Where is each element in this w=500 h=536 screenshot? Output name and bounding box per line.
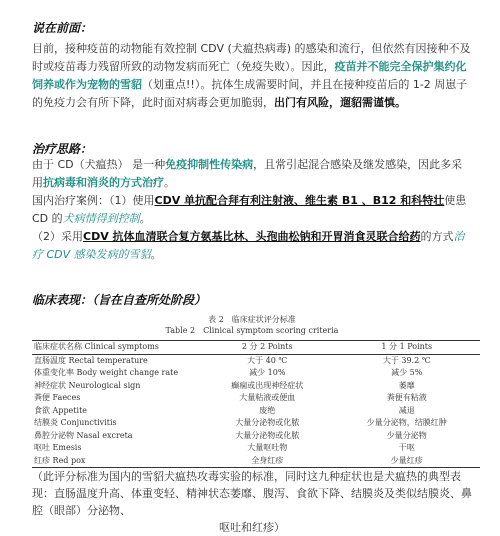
intro-title: 说在前面：: [32, 21, 93, 35]
treatment-paragraph-1: [32, 156, 472, 192]
table-header: 临床症状名称 Clinical symptoms: [34, 342, 159, 351]
case1-result: 犬病情得到控制: [62, 212, 140, 225]
table-header-row: [32, 341, 480, 355]
table-cell: 呕吐 Emesis: [34, 443, 82, 452]
case1-text-2: 使患 CD 的: [32, 194, 467, 225]
table-caption-en: Table 2 Clinical symptom scoring criteria: [165, 326, 339, 335]
table-row: [32, 417, 480, 430]
table-cell: 全身红疹: [251, 455, 284, 465]
intro-warning: 出门有风险，遛貂需谨慎。: [274, 96, 406, 109]
case1-drugs: CDV 单抗配合拜有利注射液、维生素 B1 、B12 和科特壮: [154, 194, 445, 207]
table-cell: 鼻腔分泌物 Nasal excreta: [34, 430, 133, 440]
table-cell: 粪便有粘液: [386, 393, 427, 402]
table-cell: 大量分泌物或化脓: [235, 430, 300, 440]
table-cell: 粪便 Faeces: [34, 393, 81, 402]
table-row: [32, 442, 480, 455]
case2-text-1: （2）采用: [32, 230, 83, 243]
table-cell: 少量红疹: [390, 455, 423, 465]
table-caption-cn: 表 2 临床症状评分标准: [208, 315, 296, 324]
treatment-title: 治疗思路：: [32, 142, 93, 156]
intro-text-1: 目前，接种疫苗的动物能有效控制 CDV (犬瘟热病毒) 的感染和流行，但依然有因接种不及时或疫苗毒力残留所致的动物发病而死亡（免疫失败）。因此，: [32, 42, 471, 73]
table-row: [32, 392, 480, 405]
table-cell: 大于 40 ℃: [247, 355, 288, 365]
table-cell: 红疹 Red pox: [34, 455, 86, 465]
table-cell: 大量粘液或便血: [239, 393, 296, 402]
table-cell: 结膜炎 Conjunctivitis: [34, 418, 117, 427]
note-text: （此评分标准为国内的雪貂犬瘟热攻毒实验的标准，同时这九种症状也是犬瘟热的典型表现：直肠温度升高、体重变轻、精神状态萎靡、腹泻、食欲下降、结膜炎及类似结膜炎、鼻腔（眼部）分泌物、: [32, 470, 472, 517]
table-cell: 减退: [398, 405, 415, 415]
case2-drugs: CDV 抗体血清联合复方氨基比林、头孢曲松钠和开胃消食灵联合给药: [83, 230, 421, 243]
table-cell: 癫痫或出现神经症状: [231, 380, 304, 390]
table-note: [32, 468, 472, 536]
case1-text-1: 国内治疗案例：（1）使用: [32, 194, 155, 207]
table-row: [32, 367, 480, 380]
treatment-case-2: [32, 228, 472, 264]
table-header: 1 分 1 Points: [381, 342, 433, 351]
table-cell: 体重变化率 Body weight change rate: [34, 368, 179, 377]
treatment-highlight-2: 抗病毒和消炎的方式治疗: [43, 176, 164, 189]
treatment-highlight-1: 免疫抑制性传染病: [165, 158, 254, 171]
intro-highlight: 疫苗并不能完全保护集约化饲养或作为宠物的雪貂: [32, 60, 467, 91]
table-row: [32, 354, 480, 367]
table-cell: 大量呕吐物: [247, 443, 288, 452]
table-cell: 减少 5%: [391, 368, 423, 377]
treatment-text-3: 。: [164, 176, 175, 189]
note-end: 呕吐和红疹）: [219, 521, 285, 534]
table-cell: 食欲 Appetite: [34, 405, 88, 415]
table-row: [32, 405, 480, 418]
case2-result: 治疗 CDV 感染发病的雪貂: [32, 230, 465, 261]
clinical-title: 临床表现：（旨在自查所处阶段）: [32, 293, 207, 307]
treatment-text-2: ，且常引起混合感染及继发感染，因此多采用: [32, 158, 463, 189]
table-row: [32, 430, 480, 443]
case2-text-2: 的方式: [420, 230, 454, 243]
table-row: [32, 455, 480, 468]
table-cell: 萎靡: [398, 380, 415, 390]
table-cell: 减少 10%: [249, 368, 286, 377]
table-cell: 神经症状 Neurological sign: [34, 380, 141, 390]
table-cell: 大量分泌物或化脓: [235, 418, 300, 427]
table-cell: 废绝: [259, 405, 276, 415]
intro-paragraph: [32, 40, 472, 112]
table-cell: 干呕: [398, 443, 415, 452]
treatment-case-1: [32, 192, 472, 228]
treatment-text-1: 由于 CD（犬瘟热） 是一种: [32, 158, 166, 171]
table-row: [32, 380, 480, 393]
intro-text-2: （划重点!!）。抗体生成需要时间，并且在接种疫苗后的 1-2 周崽子的免疫力会有所下降，此时面对病毒会更加脆弱，: [32, 78, 468, 109]
case2-text-3: 。: [150, 248, 162, 261]
table-cell: 少量分泌物: [386, 430, 427, 440]
symptom-scoring-table: [32, 340, 480, 468]
case1-text-3: 。: [139, 212, 151, 225]
table-cell: 大于 39.2 ℃: [382, 355, 431, 365]
table-cell: 直肠温度 Rectal temperature: [34, 355, 148, 365]
table-cell: 少量分泌物，结膜红肿: [366, 418, 447, 427]
table-header: 2 分 2 Points: [241, 342, 293, 351]
